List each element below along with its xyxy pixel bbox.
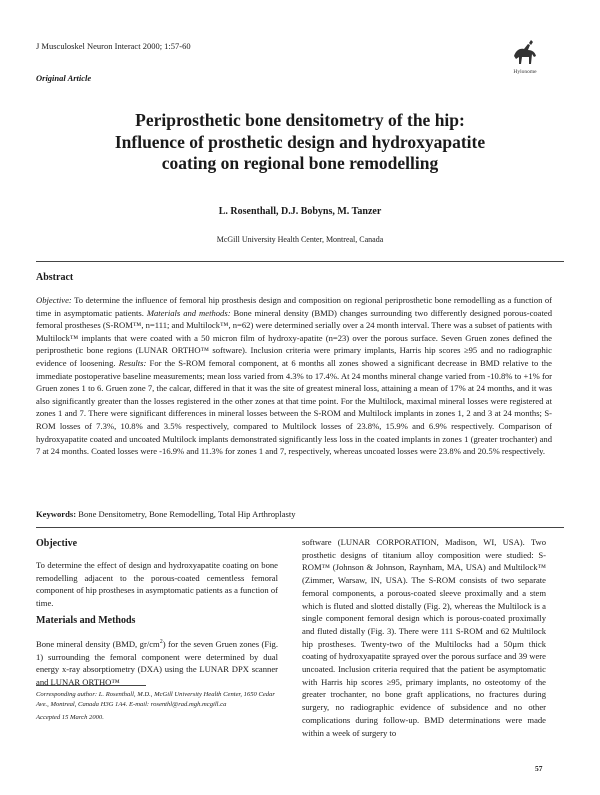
logo-text: Hylonome bbox=[513, 69, 537, 75]
methods-text: Bone mineral density (BMD) changes surrounding two differently designed porous-coated femoral prostheses (S-ROM™, n=111; and Multilock™, n=62) were determined serially over a 24 month interval. There was a subset of patients with Multilock™ implants that were coated with a 50 micron film of hydroxy-apatite (n=23) over the porous surface. Seven Gruen zones defined the periprosthetic bone regions (LUNAR ORTHO™ software). Inclusion criteria were primary implants, Harris hip scores ≥95 and no radiographic evidence of loosening. bbox=[36, 307, 552, 368]
keywords-label: Keywords: bbox=[36, 509, 77, 519]
methods-text-b: ) for the seven Gruen zones (Fig. 1) surrounding the femoral component were determined by dual energy x-ray absorptiometry (DXA) using the LUNAR DPX scanner and LUNAR ORTHO™ bbox=[36, 638, 278, 687]
right-column-paragraph: software (LUNAR CORPORATION, Madison, WI, USA). Two prosthetic designs of titanium alloy composition were studied: S-ROM™ (Johnson & Johnson, Raynham, MA, USA) and Multilock™ (Zimmer, Warsaw, IN, USA). The S-ROM consists of two separate femoral components, a porous-coated sleeve proximally and a stem which is fluted and slotted distally (Fig. 2), whereas the Multilock is a single component femoral design which is porous-coated proximally and fluted distally (Fig. 3). There were 111 S-ROM and 62 Multilock hip prostheses. Twenty-two of the Multilocks had a 50µm thick coating of hydroxyapatite sprayed over the porous surface and 39 were uncoated. Inclusion criteria required that the patient be asymptomatic with Harris hip scores ≥95, primary implants, no osteotomy of the greater trochanter, no bone graft applications, no fractures during surgery, no radiographic evidence of subsidence and no other complications during follow-up. BMD determinations were made within a week of surgery to bbox=[302, 537, 546, 738]
journal-reference: J Musculoskel Neuron Interact 2000; 1:57-60 bbox=[36, 41, 191, 51]
keywords-text: Bone Densitometry, Bone Remodelling, Total Hip Arthroplasty bbox=[76, 509, 296, 519]
methods-superscript: 2 bbox=[159, 639, 163, 645]
title-line-2: Influence of prosthetic design and hydroxyapatite bbox=[114, 131, 486, 152]
objective-heading: Objective bbox=[36, 538, 78, 549]
abstract-body bbox=[36, 294, 552, 458]
centaur-logo-icon bbox=[510, 38, 540, 68]
page-number: 57 bbox=[535, 764, 543, 773]
divider-bottom bbox=[36, 527, 564, 528]
methods-text-a: Bone mineral density (BMD, gr/cm bbox=[36, 638, 160, 649]
objective-text: To determine the influence of femoral hip prosthesis design and composition on regional periprosthetic bone remodelling as a function of time in asymptomatic patients. bbox=[36, 295, 552, 318]
article-title bbox=[60, 110, 540, 175]
results-text: For the S-ROM femoral component, at 6 months all zones showed a significant decrease in BMD relative to the immediate postoperative baseline measurements; mean loss varied from 4.3% to 17.4%. At 24 months mineral change varied from -10.8% to +1% for Gruen zones 1 to 6. Gruen zone 7, the calcar, differed in that it was the site of greatest mineral loss, attaining a mean of 17% at 24 months, and it was also significantly greater than the losses registered in the other zones at that time point. For the Multilock, maximal mineral losses were registered at zones 1 and 7. There were significant differences in mineral losses between the S-ROM and Multilock implants in zones 1, 2 and 3 at 24 months; S-ROM losses of 7.3%, 10.8% and 3.5% respectively, compared to Multilock losses of 23.8%, 15.9% and 6.9% respectively. Comparison of hydroxyapatite coated and uncoated Multilock implants demonstrated significantly less loss in the coated implants in zones 1 (greater trochanter) and 7 at 24 months. Coated losses were -16.9% and 11.3% for zones 1 and 7, respectively, whereas uncoated losses were 23.8% and 20.5% respectively. bbox=[36, 357, 552, 457]
article-type: Original Article bbox=[36, 73, 92, 83]
methods-label: Materials and methods: bbox=[146, 307, 231, 318]
corresponding-author-footnote: Corresponding author: L. Rosenthall, M.D., McGill University Health Center, 1650 Cedar Ave., Montreal, Canada H3G 1A4. E-mail: rosenthl@rad.mgh.mcgill.ca bbox=[36, 691, 275, 708]
footnote-rule bbox=[36, 685, 146, 686]
divider-top bbox=[36, 261, 564, 262]
results-label: Results: bbox=[118, 357, 147, 368]
accepted-date: Accepted 15 March 2000. bbox=[36, 714, 104, 721]
objective-label: Objective: bbox=[36, 295, 72, 305]
objective-paragraph: To determine the effect of design and hydroxyapatite coating on bone remodelling adjacent to the porous-coated cementless femoral component of hip prostheses in asymptomatic patients as a function of time. bbox=[36, 560, 279, 609]
title-line-1: Periprosthetic bone densitometry of the hip: bbox=[135, 110, 465, 130]
title-line-3: coating on regional bone remodelling bbox=[161, 153, 439, 173]
methods-paragraph bbox=[36, 636, 278, 689]
publisher-logo bbox=[503, 38, 547, 82]
authors: L. Rosenthall, D.J. Bobyns, M. Tanzer bbox=[218, 206, 382, 217]
affiliation: McGill University Health Center, Montreal, Canada bbox=[216, 235, 384, 244]
abstract-heading: Abstract bbox=[36, 272, 74, 283]
methods-heading: Materials and Methods bbox=[36, 615, 136, 626]
keywords bbox=[36, 509, 552, 519]
